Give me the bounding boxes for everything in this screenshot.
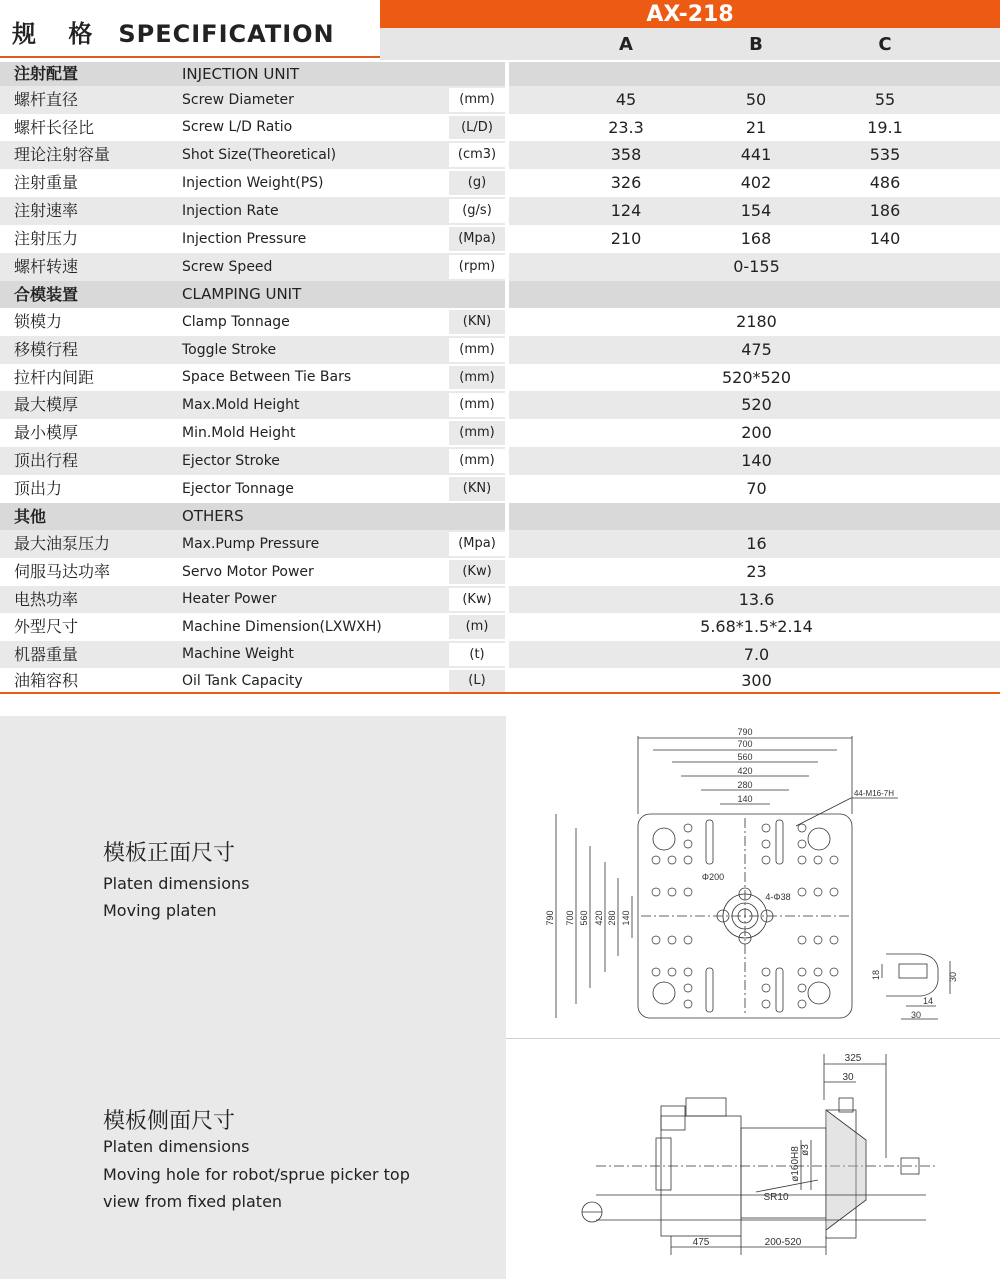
table-row — [0, 225, 1000, 253]
label-en: CLAMPING UNIT — [182, 285, 302, 303]
value-spanned: 0-155 — [733, 257, 780, 276]
label-cn: 顶出行程 — [14, 451, 79, 470]
label-cn: 螺杆长径比 — [14, 118, 95, 137]
unit-cell: (L/D) — [449, 116, 505, 139]
unit-cell: (KN) — [449, 310, 505, 334]
vdim-text-2: 560 — [579, 910, 589, 926]
page-title — [12, 14, 335, 49]
value-a: 45 — [615, 90, 637, 109]
model-name: AX-218 — [380, 0, 1000, 28]
label-en: Clamp Tonnage — [182, 314, 290, 330]
value-a: 210 — [610, 229, 642, 248]
value-b: 441 — [740, 145, 772, 164]
label-en: Screw Diameter — [182, 92, 294, 108]
value-spanned: 300 — [741, 671, 772, 690]
value-a: 358 — [610, 145, 642, 164]
front-platen-drawing — [506, 716, 1000, 1038]
label-en: Max.Pump Pressure — [182, 536, 320, 552]
title-cn: 规 格 — [12, 20, 105, 48]
dim-text-1: 700 — [737, 739, 753, 749]
side-dim-small: ø3 — [800, 1144, 811, 1156]
value-b: 402 — [740, 173, 772, 192]
table-row — [0, 558, 1000, 586]
table-row — [0, 86, 1000, 114]
label-cn: 最大油泵压力 — [14, 534, 111, 553]
label-cn: 机器重量 — [14, 645, 79, 664]
row-bg-right — [509, 62, 1000, 86]
value-c: 140 — [869, 229, 901, 248]
side-dim-radius: SR10 — [763, 1192, 789, 1203]
label-cn: 理论注射容量 — [14, 145, 111, 164]
table-row — [0, 668, 1000, 694]
section-row — [0, 62, 1000, 86]
dim-text-3: 420 — [737, 766, 753, 776]
label-en: Injection Weight(PS) — [182, 175, 324, 191]
column-b: B — [749, 34, 763, 55]
front-title-cn: 模板正面尺寸 — [103, 841, 236, 866]
label-cn: 拉杆内间距 — [14, 368, 95, 387]
value-spanned: 2180 — [736, 312, 777, 331]
side-dim-inner: 30 — [842, 1072, 854, 1083]
label-cn: 其他 — [14, 507, 47, 526]
unit-cell: (mm) — [449, 338, 505, 362]
column-a: A — [619, 34, 633, 55]
unit-cell: (mm) — [449, 88, 505, 112]
label-en: Machine Dimension(LXWXH) — [182, 619, 382, 635]
unit-cell: (cm3) — [449, 143, 505, 167]
drawing-separator — [506, 1038, 1000, 1039]
value-c: 186 — [869, 201, 901, 220]
thread-label: 44-M16-7H — [853, 789, 895, 798]
table-row — [0, 447, 1000, 475]
slot-dim-3: 30 — [910, 1010, 922, 1020]
unit-cell: (L) — [449, 670, 505, 692]
slot-dim-1: 30 — [948, 971, 958, 983]
label-cn: 最小模厚 — [14, 423, 79, 442]
center-hole-label: Φ200 — [701, 872, 725, 882]
vdim-text-5: 140 — [621, 910, 631, 926]
value-spanned: 520*520 — [721, 368, 792, 387]
dim-text-0: 790 — [737, 727, 753, 737]
value-b: 168 — [740, 229, 772, 248]
column-c: C — [878, 34, 892, 55]
unit-cell: (mm) — [449, 421, 505, 445]
label-cn: 注射配置 — [14, 64, 79, 83]
vdim-text-0: 790 — [545, 910, 555, 926]
label-cn: 顶出力 — [14, 479, 63, 498]
table-row — [0, 336, 1000, 364]
table-row — [0, 391, 1000, 419]
drawing-captions-panel — [0, 716, 506, 1279]
holes-label: 4-Φ38 — [765, 892, 791, 902]
vdim-text-1: 700 — [565, 910, 575, 926]
label-cn: 注射速率 — [14, 201, 79, 220]
section-row — [0, 281, 1000, 308]
value-a: 326 — [610, 173, 642, 192]
unit-cell: (Kw) — [449, 560, 505, 584]
row-bg-left — [0, 503, 505, 530]
value-spanned: 140 — [741, 451, 772, 470]
header-rule — [0, 56, 380, 58]
value-spanned: 7.0 — [743, 645, 770, 664]
label-en: Min.Mold Height — [182, 425, 296, 441]
front-line1: Platen dimensions — [103, 874, 250, 893]
label-cn: 螺杆转速 — [14, 257, 79, 276]
title-en: SPECIFICATION — [118, 20, 335, 48]
table-row — [0, 197, 1000, 225]
unit-cell: (g) — [449, 171, 505, 195]
value-a: 124 — [610, 201, 642, 220]
table-row — [0, 419, 1000, 447]
label-cn: 移模行程 — [14, 340, 79, 359]
label-cn: 电热功率 — [14, 590, 79, 609]
value-spanned: 16 — [746, 534, 767, 553]
table-row — [0, 475, 1000, 503]
front-line2: Moving platen — [103, 901, 217, 920]
dim-text-5: 140 — [737, 794, 753, 804]
unit-cell: (KN) — [449, 477, 505, 501]
value-b: 50 — [745, 90, 767, 109]
label-cn: 螺杆直径 — [14, 90, 79, 109]
table-row — [0, 308, 1000, 336]
unit-cell: (rpm) — [449, 255, 505, 279]
table-row — [0, 613, 1000, 641]
label-en: Max.Mold Height — [182, 397, 300, 413]
value-spanned: 520 — [741, 395, 772, 414]
value-a: 23.3 — [608, 118, 644, 137]
value-spanned: 13.6 — [738, 590, 775, 609]
label-en: OTHERS — [182, 507, 244, 525]
value-c: 486 — [869, 173, 901, 192]
side-line2: Moving hole for robot/sprue picker top — [103, 1165, 410, 1184]
label-en: Injection Rate — [182, 203, 279, 219]
table-row — [0, 586, 1000, 613]
value-c: 535 — [869, 145, 901, 164]
side-platen-drawing — [506, 1040, 1000, 1279]
label-cn: 外型尺寸 — [14, 617, 79, 636]
unit-cell: (mm) — [449, 449, 505, 473]
label-en: INJECTION UNIT — [182, 65, 300, 83]
table-row — [0, 114, 1000, 141]
slot-dim-2: 14 — [922, 996, 934, 1006]
table-row — [0, 364, 1000, 391]
value-spanned: 475 — [741, 340, 772, 359]
side-dim-range: 200-520 — [764, 1237, 802, 1248]
unit-cell: (mm) — [449, 393, 505, 417]
label-cn: 锁模力 — [14, 312, 63, 331]
table-row — [0, 641, 1000, 668]
label-en: Heater Power — [182, 591, 277, 607]
label-cn: 合模装置 — [14, 285, 79, 304]
label-en: Toggle Stroke — [182, 342, 277, 358]
label-en: Ejector Tonnage — [182, 481, 294, 497]
unit-cell: (mm) — [449, 366, 505, 389]
label-en: Oil Tank Capacity — [182, 673, 303, 689]
value-c: 19.1 — [867, 118, 903, 137]
side-dim-bore: ø160H8 — [790, 1146, 801, 1182]
unit-cell: (Kw) — [449, 588, 505, 611]
row-bg-right — [509, 503, 1000, 530]
value-spanned: 70 — [746, 479, 767, 498]
label-en: Servo Motor Power — [182, 564, 314, 580]
side-title-cn: 模板侧面尺寸 — [103, 1109, 236, 1134]
label-en: Shot Size(Theoretical) — [182, 147, 337, 163]
value-b: 154 — [740, 201, 772, 220]
label-en: Injection Pressure — [182, 231, 307, 247]
label-en: Machine Weight — [182, 646, 294, 662]
unit-cell: (Mpa) — [449, 532, 505, 556]
value-spanned: 5.68*1.5*2.14 — [700, 617, 813, 636]
dim-text-4: 280 — [737, 780, 753, 790]
row-bg-right — [509, 281, 1000, 308]
vdim-text-3: 420 — [594, 910, 604, 926]
table-row — [0, 169, 1000, 197]
label-cn: 注射压力 — [14, 229, 79, 248]
label-en: Ejector Stroke — [182, 453, 280, 469]
label-en: Screw Speed — [182, 259, 273, 275]
dim-text-2: 560 — [737, 752, 753, 762]
unit-cell: (m) — [449, 615, 505, 639]
table-row — [0, 141, 1000, 169]
unit-cell: (Mpa) — [449, 227, 505, 251]
value-spanned: 23 — [746, 562, 767, 581]
value-c: 55 — [874, 90, 896, 109]
side-dim-stroke: 475 — [692, 1237, 710, 1248]
slot-dim-0: 18 — [871, 969, 881, 981]
label-cn: 伺服马达功率 — [14, 562, 111, 581]
label-en: Screw L/D Ratio — [182, 119, 293, 135]
unit-cell: (t) — [449, 643, 505, 666]
side-line3: view from fixed platen — [103, 1192, 283, 1211]
value-b: 21 — [745, 118, 767, 137]
vdim-text-4: 280 — [607, 910, 617, 926]
table-row — [0, 253, 1000, 281]
label-cn: 油箱容积 — [14, 671, 79, 690]
table-bottom-rule — [0, 692, 1000, 694]
table-row — [0, 530, 1000, 558]
section-row — [0, 503, 1000, 530]
side-dim-top: 325 — [844, 1053, 862, 1064]
side-line1: Platen dimensions — [103, 1137, 250, 1156]
value-spanned: 200 — [741, 423, 772, 442]
label-cn: 最大模厚 — [14, 395, 79, 414]
label-cn: 注射重量 — [14, 173, 79, 192]
unit-cell: (g/s) — [449, 199, 505, 223]
moving-platen-side — [661, 1116, 741, 1236]
label-en: Space Between Tie Bars — [182, 369, 352, 385]
